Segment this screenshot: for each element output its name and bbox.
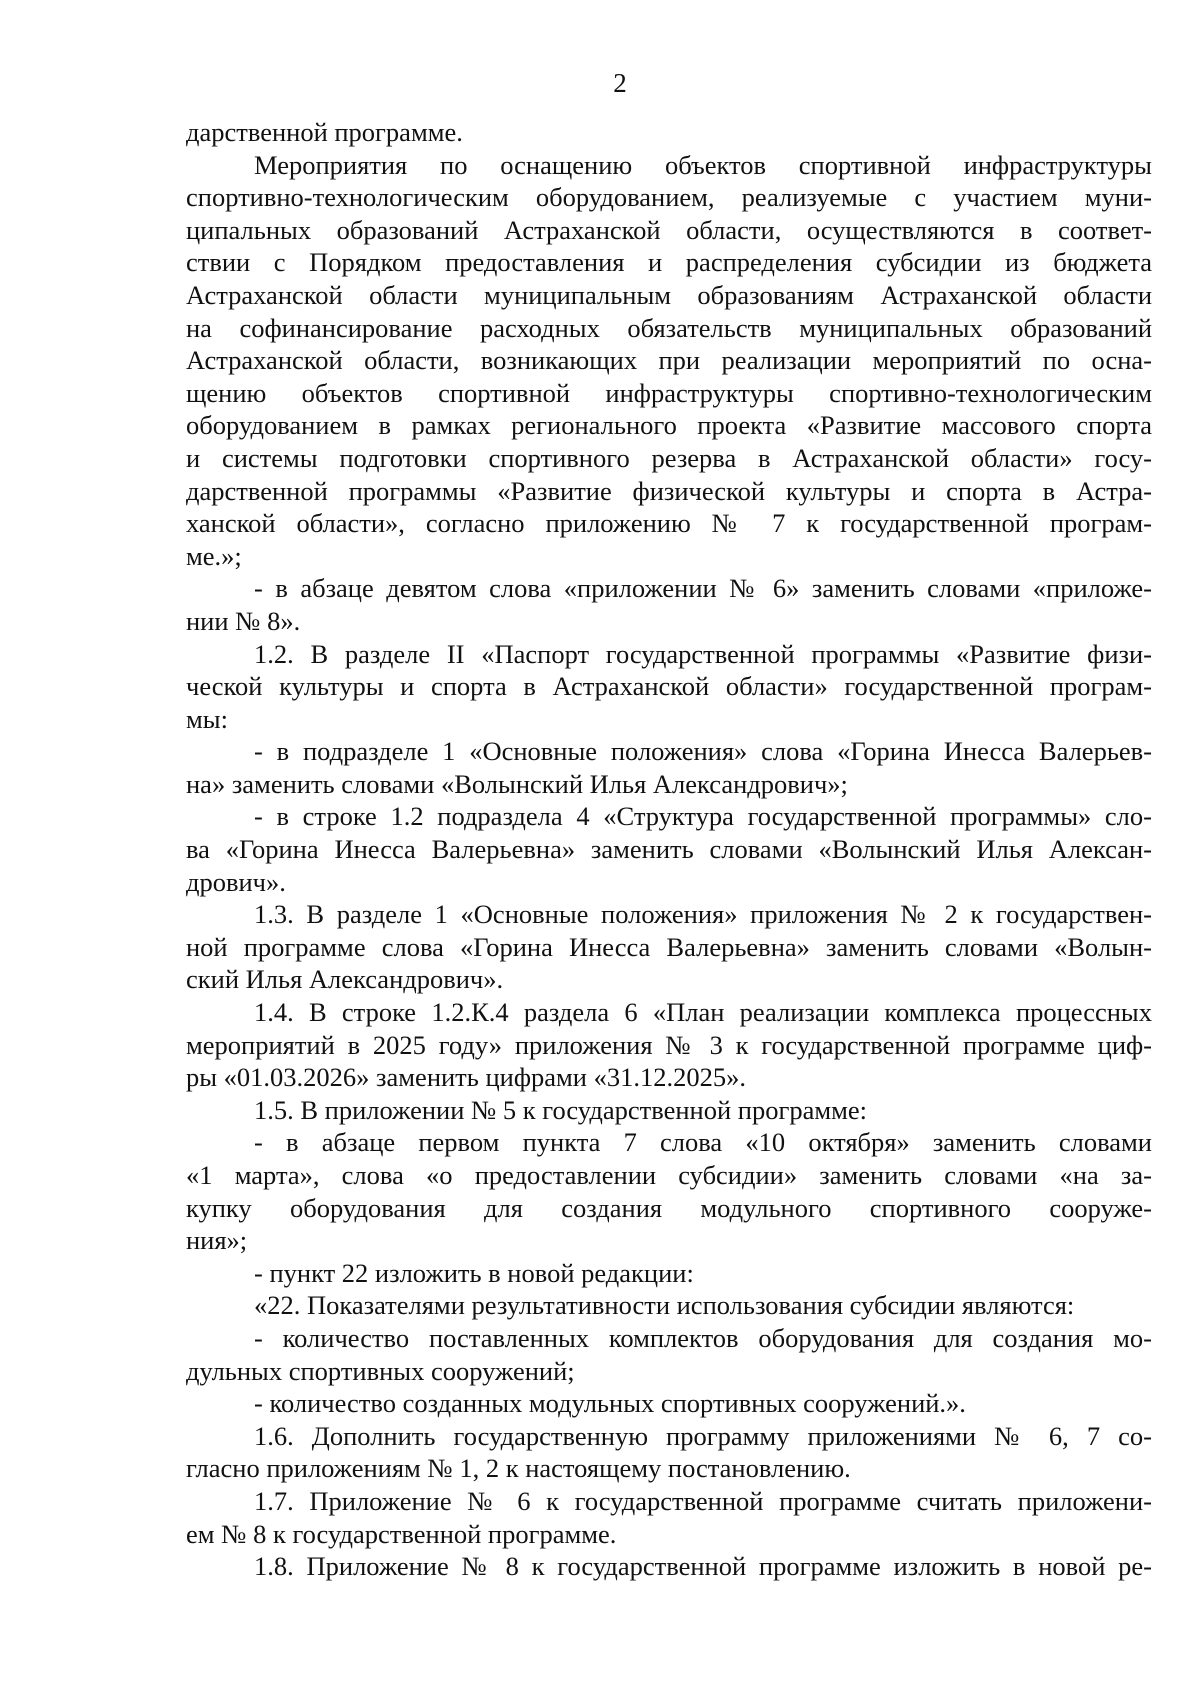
text-line: нии № 8». bbox=[186, 605, 301, 636]
text-line: дрович». bbox=[186, 866, 286, 897]
text-line: ский Илья Александрович». bbox=[186, 964, 504, 995]
text-line: 1.8. Приложение № 8 к государственной программе изложить в новой ре- bbox=[254, 1551, 1152, 1582]
text-line: ем № 8 к государственной программе. bbox=[186, 1518, 617, 1549]
text-line: спортивно-технологическим оборудованием, реализуемые с участием муни- bbox=[186, 182, 1152, 213]
text-line: «1 марта», слова «о предоставлении субсидии» заменить словами «на за- bbox=[186, 1160, 1152, 1190]
text-line: ры «01.03.2026» заменить цифрами «31.12.2025». bbox=[186, 1062, 746, 1093]
text-line: 1.3. В разделе 1 «Основные положения» приложения № 2 к государствен- bbox=[254, 899, 1152, 930]
document-body bbox=[186, 116, 1152, 1583]
text-line: на» заменить словами «Волынский Илья Александрович»; bbox=[186, 768, 848, 799]
text-line: Астраханской области, возникающих при реализации мероприятий по осна- bbox=[186, 345, 1152, 376]
text-line: ме.»; bbox=[186, 540, 242, 571]
text-line: 1.2. В разделе II «Паспорт государственной программы «Развитие физи- bbox=[254, 638, 1152, 669]
text-line: гласно приложениям № 1, 2 к настоящему постановлению. bbox=[186, 1453, 851, 1484]
text-line: ния»; bbox=[186, 1225, 248, 1256]
text-line: на софинансирование расходных обязательств муниципальных образований bbox=[186, 312, 1152, 343]
text-line: мероприятий в 2025 году» приложения № 3 к государственной программе циф- bbox=[186, 1029, 1152, 1060]
text-line: ной программе слова «Горина Инесса Валерьевна» заменить словами «Волын- bbox=[186, 931, 1152, 962]
text-line: дульных спортивных сооружений; bbox=[186, 1355, 575, 1386]
text-line: ципальных образований Астраханской области, осуществляются в соответ- bbox=[186, 214, 1152, 245]
text-line: ва «Горина Инесса Валерьевна» заменить словами «Волынский Илья Алексан- bbox=[186, 834, 1152, 865]
text-line: дарственной программе. bbox=[186, 117, 463, 147]
text-line: - в строке 1.2 подраздела 4 «Структура государственной программы» сло- bbox=[254, 801, 1152, 832]
text-line: 1.5. В приложении № 5 к государственной программе: bbox=[254, 1094, 867, 1125]
text-line: - количество поставленных комплектов оборудования для создания мо- bbox=[254, 1322, 1152, 1353]
text-line: 1.6. Дополнить государственную программу приложениями № 6, 7 со- bbox=[254, 1420, 1152, 1451]
text-line: щению объектов спортивной инфраструктуры спортивно-технологическим bbox=[186, 377, 1152, 408]
text-line: купку оборудования для создания модульного спортивного сооруже- bbox=[186, 1192, 1152, 1223]
text-line: ческой культуры и спорта в Астраханской области» государственной програм- bbox=[186, 671, 1152, 702]
text-line: - количество созданных модульных спортивных сооружений.». bbox=[254, 1388, 966, 1419]
text-line: ханской области», согласно приложению № 7 к государственной програм- bbox=[186, 508, 1152, 539]
text-line: и системы подготовки спортивного резерва в Астраханской области» госу- bbox=[186, 442, 1152, 473]
text-line: дарственной программы «Развитие физической культуры и спорта в Астра- bbox=[186, 475, 1152, 506]
text-line: - в подразделе 1 «Основные положения» слова «Горина Инесса Валерьев- bbox=[254, 736, 1152, 767]
text-line: Астраханской области муниципальным образованиям Астраханской области bbox=[186, 279, 1152, 310]
text-line: ствии с Порядком предоставления и распределения субсидии из бюджета bbox=[186, 247, 1152, 278]
text-line: 1.4. В строке 1.2.К.4 раздела 6 «План реализации комплекса процессных bbox=[254, 997, 1152, 1028]
text-line: 1.7. Приложение № 6 к государственной программе считать приложени- bbox=[254, 1485, 1152, 1516]
text-line: мы: bbox=[186, 703, 228, 734]
text-line: - в абзаце девятом слова «приложении № 6» заменить словами «приложе- bbox=[254, 573, 1152, 604]
text-line: - в абзаце первом пункта 7 слова «10 октября» заменить словами bbox=[254, 1127, 1152, 1158]
text-line: оборудованием в рамках регионального проекта «Развитие массового спорта bbox=[186, 410, 1152, 441]
text-line: - пункт 22 изложить в новой редакции: bbox=[254, 1257, 694, 1288]
page-number: 2 bbox=[613, 68, 627, 98]
text-line: «22. Показателями результативности использования субсидии являются: bbox=[254, 1290, 1075, 1321]
text-line: Мероприятия по оснащению объектов спортивной инфраструктуры bbox=[254, 149, 1152, 180]
